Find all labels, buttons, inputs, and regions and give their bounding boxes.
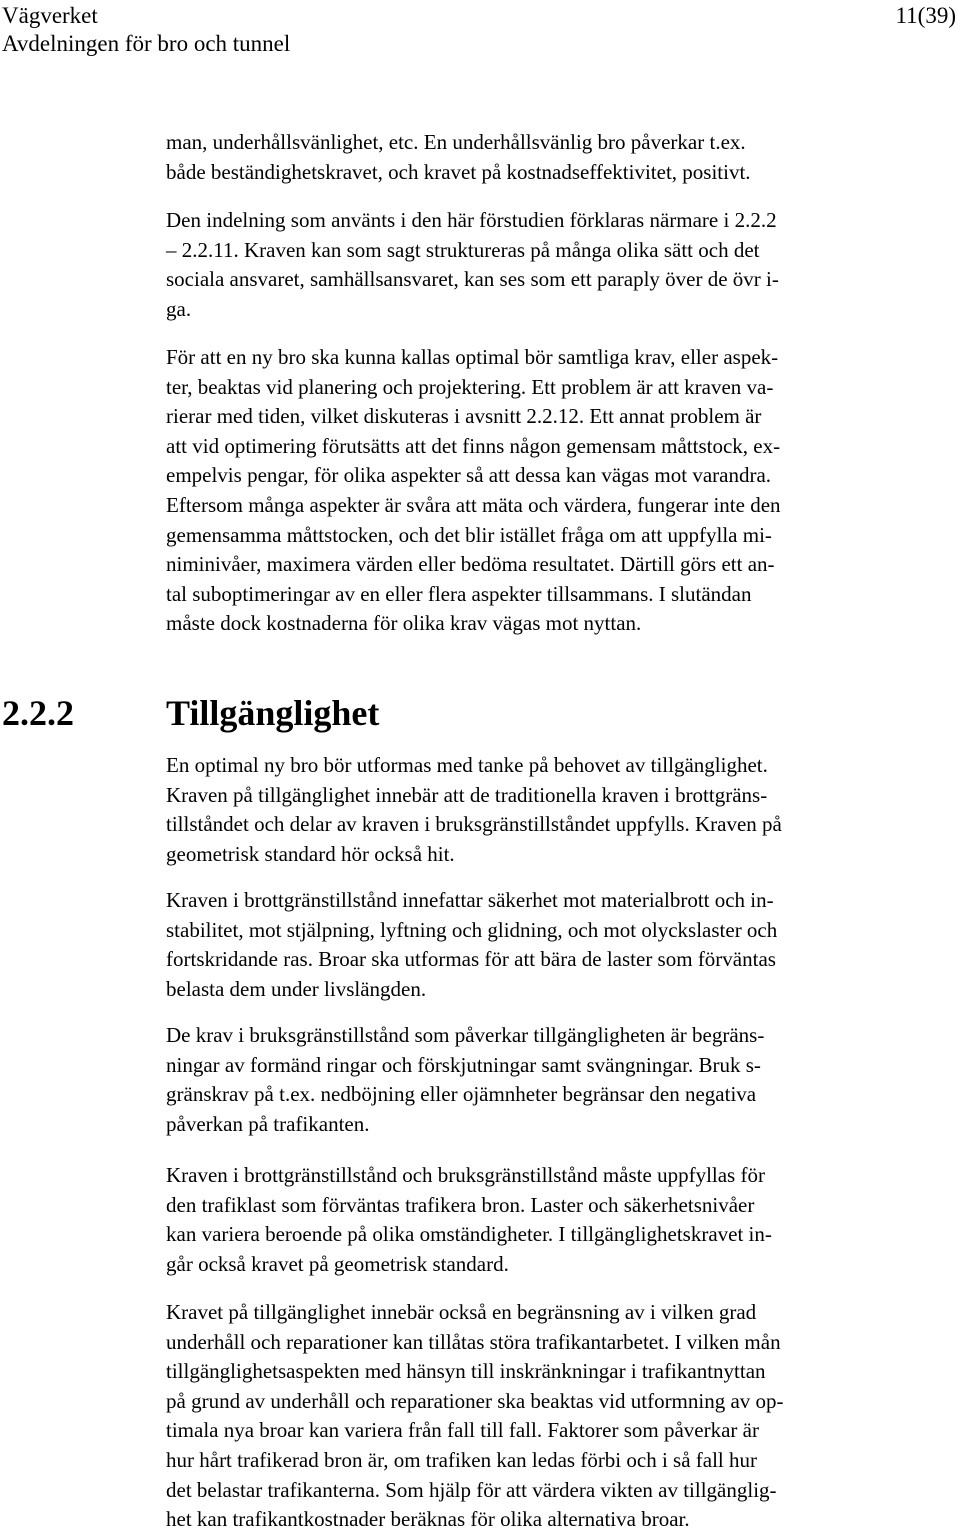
- text-line: måste dock kostnaderna för olika krav vägas mot nyttan.: [166, 611, 642, 636]
- text-line: Kraven på tillgänglighet innebär att de traditionella kraven i brottgräns-: [166, 782, 768, 807]
- text-line: niminivåer, maximera värden eller bedöma resultatet. Därtill görs ett an-: [166, 552, 775, 577]
- paragraph-optimal: [166, 343, 946, 639]
- text-line: både beständighetskravet, och kravet på kostnadseffektivitet, positivt.: [166, 159, 751, 184]
- text-line: det belastar trafikanterna. Som hjälp för att värdera vikten av tillgänglig-: [166, 1477, 777, 1502]
- text-line: ga.: [166, 296, 192, 321]
- header-left: [2, 2, 290, 58]
- text-line: En optimal ny bro bör utformas med tanke på behovet av tillgänglighet.: [166, 753, 768, 777]
- text-line: timala nya broar kan variera från fall till fall. Faktorer som påverkar är: [166, 1418, 759, 1443]
- page-header: [0, 0, 960, 62]
- text-line: tillgänglighetsaspekten med hänsyn till inskränkningar i trafikantnyttan: [166, 1359, 766, 1384]
- paragraph-indelning: [166, 206, 946, 324]
- department-name: Avdelningen för bro och tunnel: [2, 31, 291, 56]
- text-line: För att en ny bro ska kunna kallas optimal bör samtliga krav, eller aspek-: [166, 345, 779, 369]
- text-line: empelvis pengar, för olika aspekter så att dessa kan vägas mot varandra.: [166, 463, 772, 488]
- paragraph-trafiklast: [166, 1161, 946, 1279]
- text-line: het kan trafikantkostnader beräknas för olika alternativa broar.: [166, 1507, 690, 1532]
- text-line: hur hårt trafikerad bron är, om trafiken kan ledas förbi och i så fall hur: [166, 1447, 758, 1472]
- text-line: fortskridande ras. Broar ska utformas för att bära de laster som förväntas: [166, 947, 776, 972]
- paragraph-brottgrans: [166, 886, 946, 1004]
- text-line: den trafiklast som förväntas trafikera bron. Laster och säkerhetsnivåer: [166, 1192, 755, 1217]
- text-line: tal suboptimeringar av en eller flera aspekter tillsammans. I slutändan: [166, 581, 752, 606]
- text-line: – 2.2.11. Kraven kan som sagt struktureras på många olika sätt och det: [166, 237, 760, 262]
- text-line: att vid optimering förutsätts att det finns någon gemensam måttstock, ex-: [166, 433, 781, 458]
- text-line: gränskrav på t.ex. nedböjning eller ojämnheter begränsar den negativa: [166, 1082, 757, 1107]
- page-number: 11(39): [895, 3, 956, 28]
- section-number: 2.2.2: [2, 693, 74, 733]
- text-line: ter, beaktas vid planering och projektering. Ett problem är att kraven va-: [166, 374, 774, 399]
- text-line: stabilitet, mot stjälpning, lyftning och glidning, och mot olyckslaster och: [166, 917, 778, 942]
- paragraph-tillganglighet: [166, 751, 946, 869]
- text-line: Kraven i brottgränstillstånd och bruksgränstillstånd måste uppfyllas för: [166, 1163, 765, 1187]
- text-line: ningar av formänd ringar och förskjutningar samt svängningar. Bruk s-: [166, 1052, 761, 1077]
- text-line: rierar med tiden, vilket diskuteras i avsnitt 2.2.12. Ett annat problem är: [166, 404, 762, 429]
- text-line: De krav i bruksgränstillstånd som påverkar tillgängligheten är begräns-: [166, 1023, 765, 1047]
- text-line: Kraven i brottgränstillstånd innefattar säkerhet mot materialbrott och in-: [166, 888, 774, 912]
- text-line: underhåll och reparationer kan tillåtas störa trafikantarbetet. I vilken mån: [166, 1329, 781, 1354]
- organization-name: Vägverket: [2, 3, 98, 28]
- section-heading: [2, 692, 379, 734]
- text-line: på grund av underhåll och reparationer ska beaktas vid utformning av op-: [166, 1388, 784, 1413]
- text-line: gemensamma måttstocken, och det blir istället fråga om att uppfylla mi-: [166, 522, 772, 547]
- section-title: Tillgänglighet: [166, 693, 380, 733]
- intro-paragraph: [166, 128, 946, 187]
- paragraph-bruksgrans: [166, 1021, 946, 1139]
- text-line: geometrisk standard hör också hit.: [166, 841, 455, 866]
- text-line: tillståndet och delar av kraven i bruksgränstillståndet uppfylls. Kraven på: [166, 812, 782, 837]
- paragraph-underhall: [166, 1298, 946, 1535]
- text-line: Kravet på tillgänglighet innebär också en begränsning av i vilken grad: [166, 1300, 757, 1324]
- text-line: man, underhållsvänlighet, etc. En underhållsvänlig bro påverkar t.ex.: [166, 130, 746, 154]
- text-line: sociala ansvaret, samhällsansvaret, kan ses som ett paraply över de övr i-: [166, 267, 779, 292]
- text-line: påverkan på trafikanten.: [166, 1111, 370, 1136]
- text-line: Eftersom många aspekter är svåra att mäta och värdera, fungerar inte den: [166, 492, 781, 517]
- text-line: kan variera beroende på olika omständigheter. I tillgänglighetskravet in-: [166, 1222, 772, 1247]
- text-line: belasta dem under livslängden.: [166, 976, 427, 1001]
- text-line: går också kravet på geometrisk standard.: [166, 1251, 509, 1276]
- text-line: Den indelning som använts i den här förstudien förklaras närmare i 2.2.2: [166, 208, 777, 232]
